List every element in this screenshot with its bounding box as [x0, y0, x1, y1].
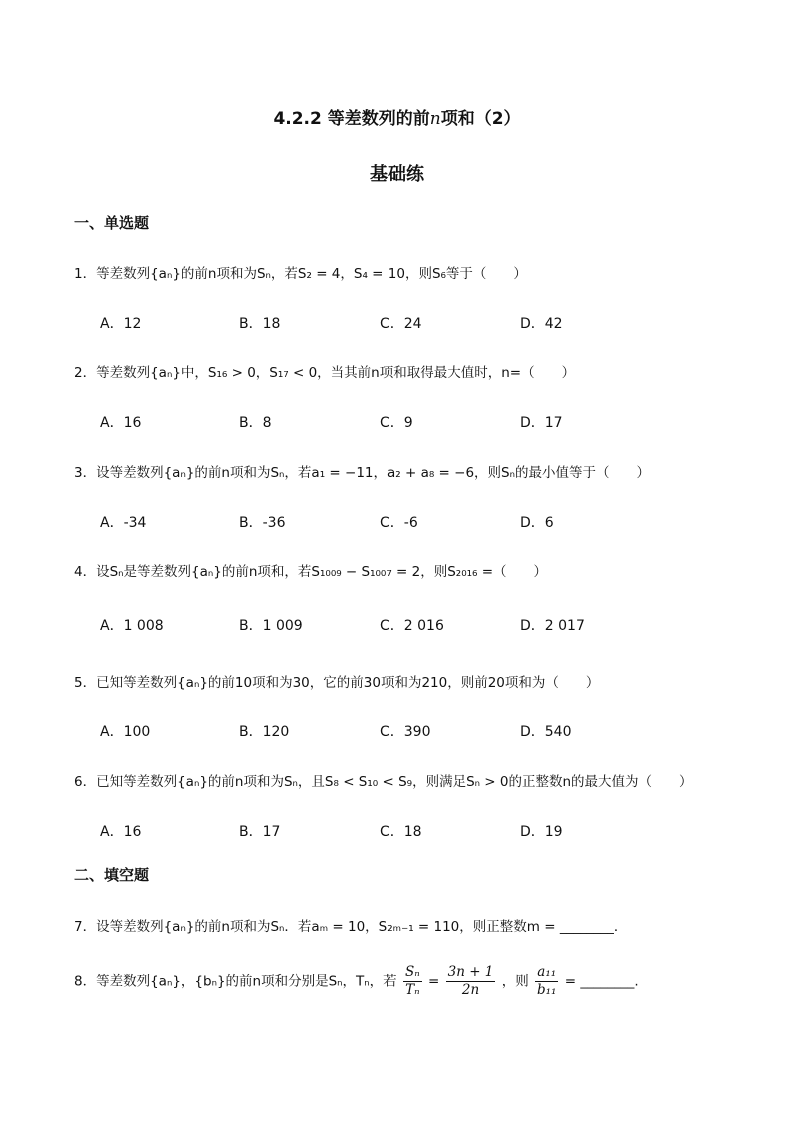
- section-heading-fill-blank: 二、填空题: [74, 866, 150, 884]
- question-4-option-a[interactable]: A．1 008: [100, 618, 164, 634]
- question-8-suffix: = ________.: [564, 973, 639, 990]
- question-4-option-c[interactable]: C．2 016: [380, 618, 444, 634]
- question-5: 5．已知等差数列{aₙ}的前10项和为30，它的前30项和为210，则前20项和为（ ）: [74, 675, 600, 691]
- page-title: [0, 104, 794, 129]
- question-3: 3．设等差数列{aₙ}的前n项和为Sₙ，若a₁ = −11，a₂ + a₈ = −6，则Sₙ的最小值等于（ ）: [74, 465, 650, 481]
- fraction-2n-denominator: 2n: [461, 982, 480, 998]
- question-1: 1．等差数列{aₙ}的前n项和为Sₙ，若S₂ = 4，S₄ = 10，则S₆等于（ ）: [74, 266, 527, 282]
- question-2: 2．等差数列{aₙ}中，S₁₆ > 0，S₁₇ < 0，当其前n项和取得最大值时，n=（ ）: [74, 365, 576, 381]
- question-6-option-a[interactable]: A．16: [100, 824, 142, 840]
- question-1-option-d[interactable]: D．42: [520, 316, 563, 332]
- question-8-prefix: 8．等差数列{aₙ}，{bₙ}的前n项和分别是Sₙ，Tₙ，若: [74, 973, 397, 990]
- question-3-option-c[interactable]: C．-6: [380, 515, 418, 531]
- title-prefix: 4.2.2 等差数列的前: [273, 109, 430, 129]
- question-2-option-d[interactable]: D．17: [520, 415, 563, 431]
- title-suffix: 项和（2）: [440, 109, 521, 129]
- question-6: 6．已知等差数列{aₙ}的前n项和为Sₙ，且S₈ < S₁₀ < S₉，则满足Sₙ > 0的正整数n的最大值为（ ）: [74, 774, 693, 790]
- title-variable: n: [429, 109, 441, 129]
- fraction-a11-over-b11: [535, 964, 558, 999]
- question-8-equals: =: [428, 973, 440, 990]
- question-1-option-c[interactable]: C．24: [380, 316, 422, 332]
- question-1-option-a[interactable]: A．12: [100, 316, 142, 332]
- fraction-s-over-t-numerator: Sₙ: [404, 964, 420, 980]
- question-4-option-d[interactable]: D．2 017: [520, 618, 585, 634]
- question-4-option-b[interactable]: B．1 009: [239, 618, 303, 634]
- fraction-s-over-t: [403, 964, 422, 999]
- question-3-option-a[interactable]: A．-34: [100, 515, 147, 531]
- question-8: [74, 964, 639, 999]
- question-3-option-d[interactable]: D．6: [520, 515, 554, 531]
- question-2-option-b[interactable]: B．8: [239, 415, 272, 431]
- question-5-option-c[interactable]: C．390: [380, 724, 431, 740]
- page-subtitle: 基础练: [370, 164, 424, 185]
- fraction-3n-plus-1-numerator: 3n + 1: [447, 964, 494, 980]
- question-5-option-a[interactable]: A．100: [100, 724, 151, 740]
- question-4: 4．设Sₙ是等差数列{aₙ}的前n项和，若S₁₀₀₉ − S₁₀₀₇ = 2，则S₂₀₁₆ =（ ）: [74, 564, 548, 580]
- fraction-3n-plus-1-over-2n: [446, 964, 496, 999]
- question-2-option-a[interactable]: A．16: [100, 415, 142, 431]
- question-6-option-c[interactable]: C．18: [380, 824, 422, 840]
- question-5-option-d[interactable]: D．540: [520, 724, 572, 740]
- section-heading-single-choice: 一、单选题: [74, 214, 150, 232]
- question-3-option-b[interactable]: B．-36: [239, 515, 286, 531]
- question-8-middle: ，则: [501, 973, 529, 990]
- fraction-a11-numerator: a₁₁: [535, 964, 558, 982]
- question-1-option-b[interactable]: B．18: [239, 316, 281, 332]
- fraction-b11-denominator: b₁₁: [537, 982, 557, 998]
- fraction-s-over-t-denominator: Tₙ: [405, 982, 420, 998]
- question-5-option-b[interactable]: B．120: [239, 724, 290, 740]
- question-6-option-d[interactable]: D．19: [520, 824, 563, 840]
- question-6-option-b[interactable]: B．17: [239, 824, 281, 840]
- question-2-option-c[interactable]: C．9: [380, 415, 413, 431]
- question-7: 7．设等差数列{aₙ}的前n项和为Sₙ．若aₘ = 10，S₂ₘ₋₁ = 110，则正整数m = ________．: [74, 919, 628, 935]
